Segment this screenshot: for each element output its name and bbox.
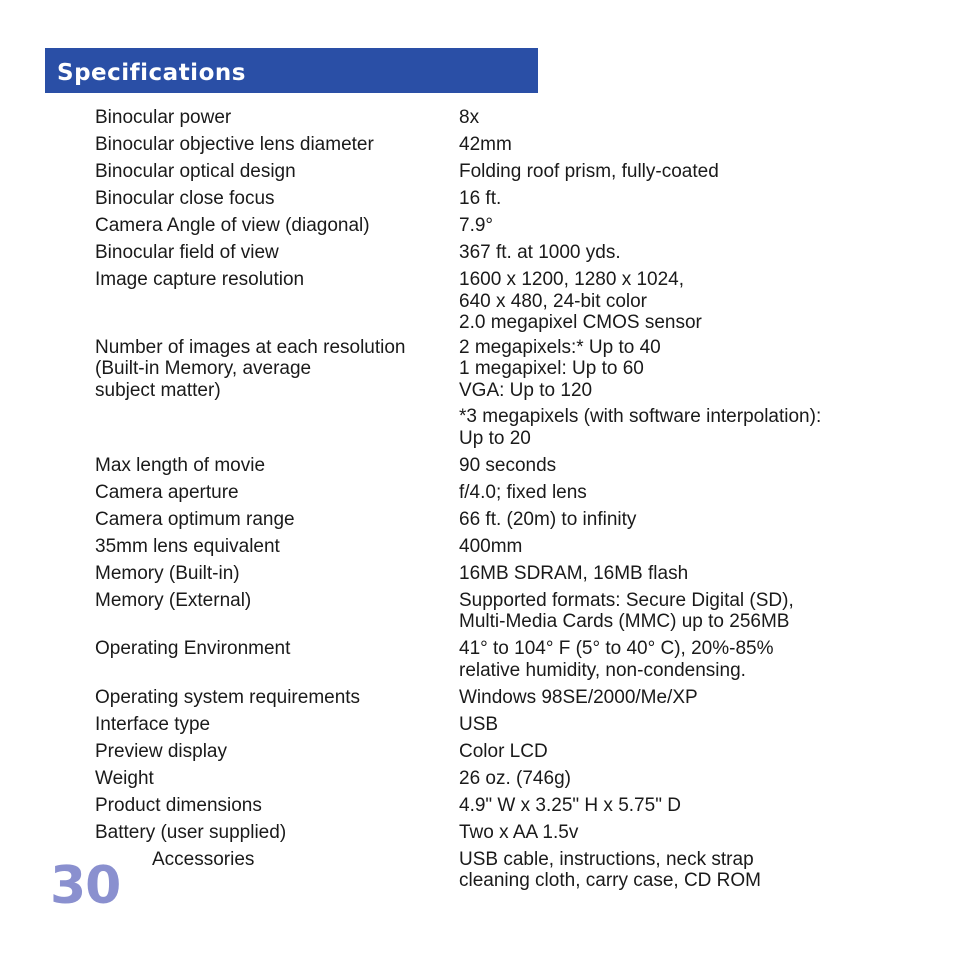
spec-value-line: Windows 98SE/2000/Me/XP	[459, 686, 698, 708]
spec-row	[95, 714, 895, 736]
spec-label: Weight	[95, 767, 154, 789]
spec-value	[459, 795, 895, 817]
spec-row	[95, 242, 895, 264]
spec-row	[95, 638, 895, 681]
spec-row	[95, 337, 895, 450]
spec-value-line: 42mm	[459, 134, 512, 155]
spec-value	[459, 455, 895, 477]
spec-value-line: 400mm	[459, 535, 523, 557]
spec-label: Operating system requirements	[95, 686, 361, 708]
spec-value-line: f/4.0; fixed lens	[459, 481, 587, 503]
spec-label: Binocular objective lens diameter	[95, 134, 374, 155]
spec-label: Operating Environment	[95, 638, 291, 659]
spec-label: Preview display	[95, 740, 227, 762]
spec-row	[95, 795, 895, 817]
spec-value	[459, 188, 895, 210]
spec-row	[95, 509, 895, 531]
spec-label: Binocular close focus	[95, 188, 275, 209]
page-number: 30	[50, 856, 121, 916]
specifications-table	[95, 107, 895, 892]
spec-value	[459, 849, 895, 892]
spec-label: Camera Angle of view (diagonal)	[95, 215, 370, 236]
spec-value	[459, 822, 895, 844]
spec-value-line: 640 x 480, 24-bit color	[459, 290, 648, 312]
spec-label: Image capture resolution	[95, 269, 305, 290]
spec-label: Memory (External)	[95, 589, 252, 611]
spec-value-line: 16MB SDRAM, 16MB flash	[459, 562, 689, 584]
spec-label: Camera aperture	[95, 481, 239, 503]
spec-row	[95, 161, 895, 183]
spec-value-line: Two x AA 1.5v	[459, 821, 579, 843]
spec-row	[95, 822, 895, 844]
spec-value	[459, 337, 895, 450]
spec-value-line: 90 seconds	[459, 454, 557, 476]
spec-value-line: 7.9°	[459, 215, 494, 236]
spec-value-line: 2 megapixels:* Up to 40	[459, 336, 661, 358]
spec-label: Binocular power	[95, 107, 232, 128]
spec-label: Product dimensions	[95, 794, 262, 816]
spec-value-line: Multi-Media Cards (MMC) up to 256MB	[459, 611, 790, 632]
spec-value-line: USB	[459, 713, 499, 735]
spec-row	[95, 134, 895, 156]
spec-value	[459, 590, 895, 633]
spec-value	[459, 687, 895, 709]
section-title: Specifications	[57, 59, 246, 86]
spec-row	[95, 482, 895, 504]
spec-row	[95, 536, 895, 558]
spec-value-line: USB cable, instructions, neck strap	[459, 848, 754, 870]
spec-row	[95, 107, 895, 129]
spec-value-line: 4.9" W x 3.25" H x 5.75" D	[459, 794, 681, 816]
spec-value-line: 41° to 104° F (5° to 40° C), 20%-85%	[459, 638, 774, 659]
spec-value-line: 8x	[459, 107, 480, 128]
spec-value	[459, 714, 895, 736]
spec-label: Binocular optical design	[95, 161, 296, 182]
spec-label: Camera optimum range	[95, 508, 295, 530]
spec-row	[95, 687, 895, 709]
spec-row	[95, 215, 895, 237]
spec-value	[459, 768, 895, 790]
spec-value	[459, 482, 895, 504]
spec-label: Max length of movie	[95, 454, 266, 476]
spec-row	[95, 741, 895, 763]
spec-value	[459, 638, 895, 681]
spec-label: Battery (user supplied)	[95, 821, 287, 843]
spec-value-line: 2.0 megapixel CMOS sensor	[459, 312, 702, 333]
spec-value	[459, 269, 895, 334]
section-header-bar	[45, 48, 538, 93]
spec-value-line: Color LCD	[459, 740, 548, 762]
spec-value	[459, 161, 895, 183]
spec-value	[459, 107, 895, 129]
spec-value-line: cleaning cloth, carry case, CD ROM	[459, 870, 761, 891]
spec-label: 35mm lens equivalent	[95, 535, 280, 557]
spec-row	[95, 455, 895, 477]
spec-value	[459, 242, 895, 264]
spec-value-line: 16 ft.	[459, 188, 502, 209]
spec-row	[95, 269, 895, 334]
spec-label: Binocular field of view	[95, 242, 279, 263]
spec-value-line: 26 oz. (746g)	[459, 767, 571, 789]
spec-value	[459, 536, 895, 558]
spec-row	[95, 188, 895, 210]
spec-label: Number of images at each resolution (Built-in Memory, average subject matter)	[95, 336, 406, 401]
spec-value	[459, 215, 895, 237]
spec-label: Accessories	[152, 848, 255, 870]
spec-value	[459, 563, 895, 585]
spec-row	[95, 590, 895, 633]
spec-value-line: Supported formats: Secure Digital (SD),	[459, 589, 794, 611]
spec-label: Interface type	[95, 713, 211, 735]
spec-row	[95, 563, 895, 585]
spec-value-line: 367 ft. at 1000 yds.	[459, 242, 621, 263]
spec-value-line: 66 ft. (20m) to infinity	[459, 508, 637, 530]
spec-value-line: 1600 x 1200, 1280 x 1024,	[459, 269, 685, 290]
spec-label: Memory (Built-in)	[95, 562, 240, 584]
spec-value-line: Folding roof prism, fully-coated	[459, 161, 719, 182]
spec-value-line: 1 megapixel: Up to 60	[459, 358, 644, 379]
spec-value-line: VGA: Up to 120	[459, 379, 593, 401]
spec-value-line: relative humidity, non-condensing.	[459, 659, 746, 681]
spec-value-line: Up to 20	[459, 427, 531, 449]
spec-value	[459, 509, 895, 531]
spec-value	[459, 134, 895, 156]
spec-row	[95, 849, 895, 892]
spec-row	[95, 768, 895, 790]
spec-value	[459, 741, 895, 763]
spec-value-line: *3 megapixels (with software interpolation):	[459, 406, 822, 427]
